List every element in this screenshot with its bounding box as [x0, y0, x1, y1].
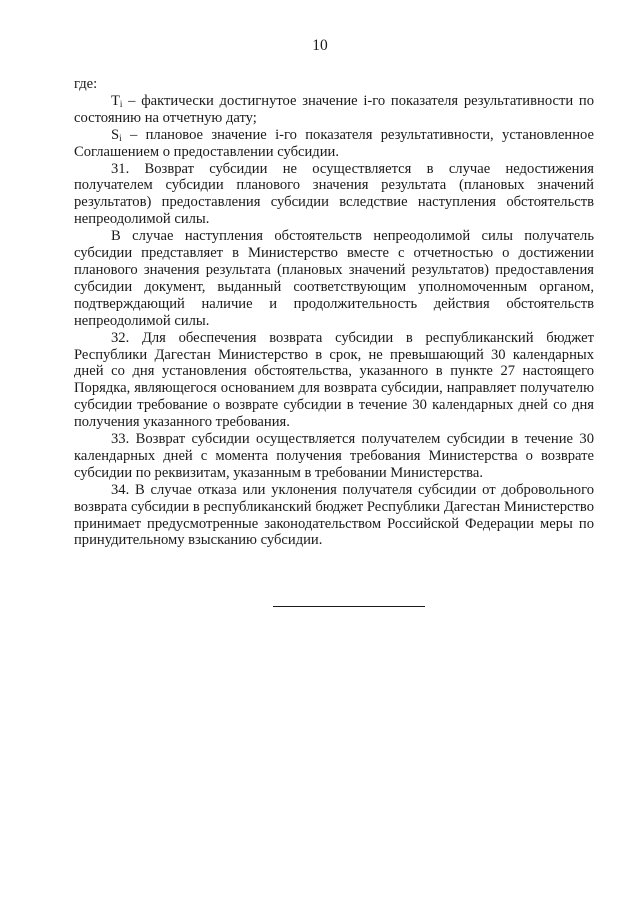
- subscript-i: i: [119, 132, 122, 143]
- definition-si: [74, 127, 594, 161]
- paragraph-force-majeure: В случае наступления обстоятельств непреодолимой силы получатель субсидии представляет в Министерство вместе с отчетностью о достижении планового значения результата (плановых значений результатов) предоставления субсидии документ, выданный соответствующим уполномоченным органом, подтверждающий наличие и продолжительность действия обстоятельств непреодолимой силы.: [74, 228, 594, 329]
- paragraph-33: 33. Возврат субсидии осуществляется получателем субсидии в течение 30 календарных дней с момента получения требования Министерства о возврате субсидии по реквизитам, указанным в требовании Министерства.: [74, 431, 594, 481]
- document-body: [74, 76, 594, 549]
- definition-text: – плановое значение i-го показателя результативности, установленное Соглашением о предоставлении субсидии.: [74, 126, 594, 160]
- end-of-document-rule: [273, 606, 425, 607]
- paragraph-34: 34. В случае отказа или уклонения получателя субсидии от добровольного возврата субсидии в республиканский бюджет Республики Дагестан Министерство принимает предусмотренные законодательством Российской Федерации меры по принудительному взысканию субсидии.: [74, 481, 594, 549]
- page-number: 10: [312, 37, 328, 54]
- definition-ti: [74, 93, 594, 127]
- paragraph-32: 32. Для обеспечения возврата субсидии в республиканский бюджет Республики Дагестан Министерство в срок, не превышающий 30 календарных дней со дня установления обстоятельства, указанного в пункте 27 настоящего Порядка, являющегося основанием для возврата субсидии, направляет получателю субсидии требование о возврате субсидии в течение 30 календарных дней со дня получения указанного требования.: [74, 329, 594, 431]
- symbol-t: $T_i$: [111, 92, 123, 109]
- paragraph-31: 31. Возврат субсидии не осуществляется в случае недостижения получателем субсидии планового значения результата (плановых значений результатов) предоставления субсидии вследствие наступления обстоятельств непреодолимой силы.: [74, 160, 594, 228]
- intro-label: где:: [74, 76, 98, 92]
- symbol-s: $S_i$: [111, 126, 122, 143]
- subscript-i: i: [119, 98, 123, 109]
- definition-text: – фактически достигнутое значение i-го показателя результативности по состоянию на отчетную дату;: [74, 92, 594, 126]
